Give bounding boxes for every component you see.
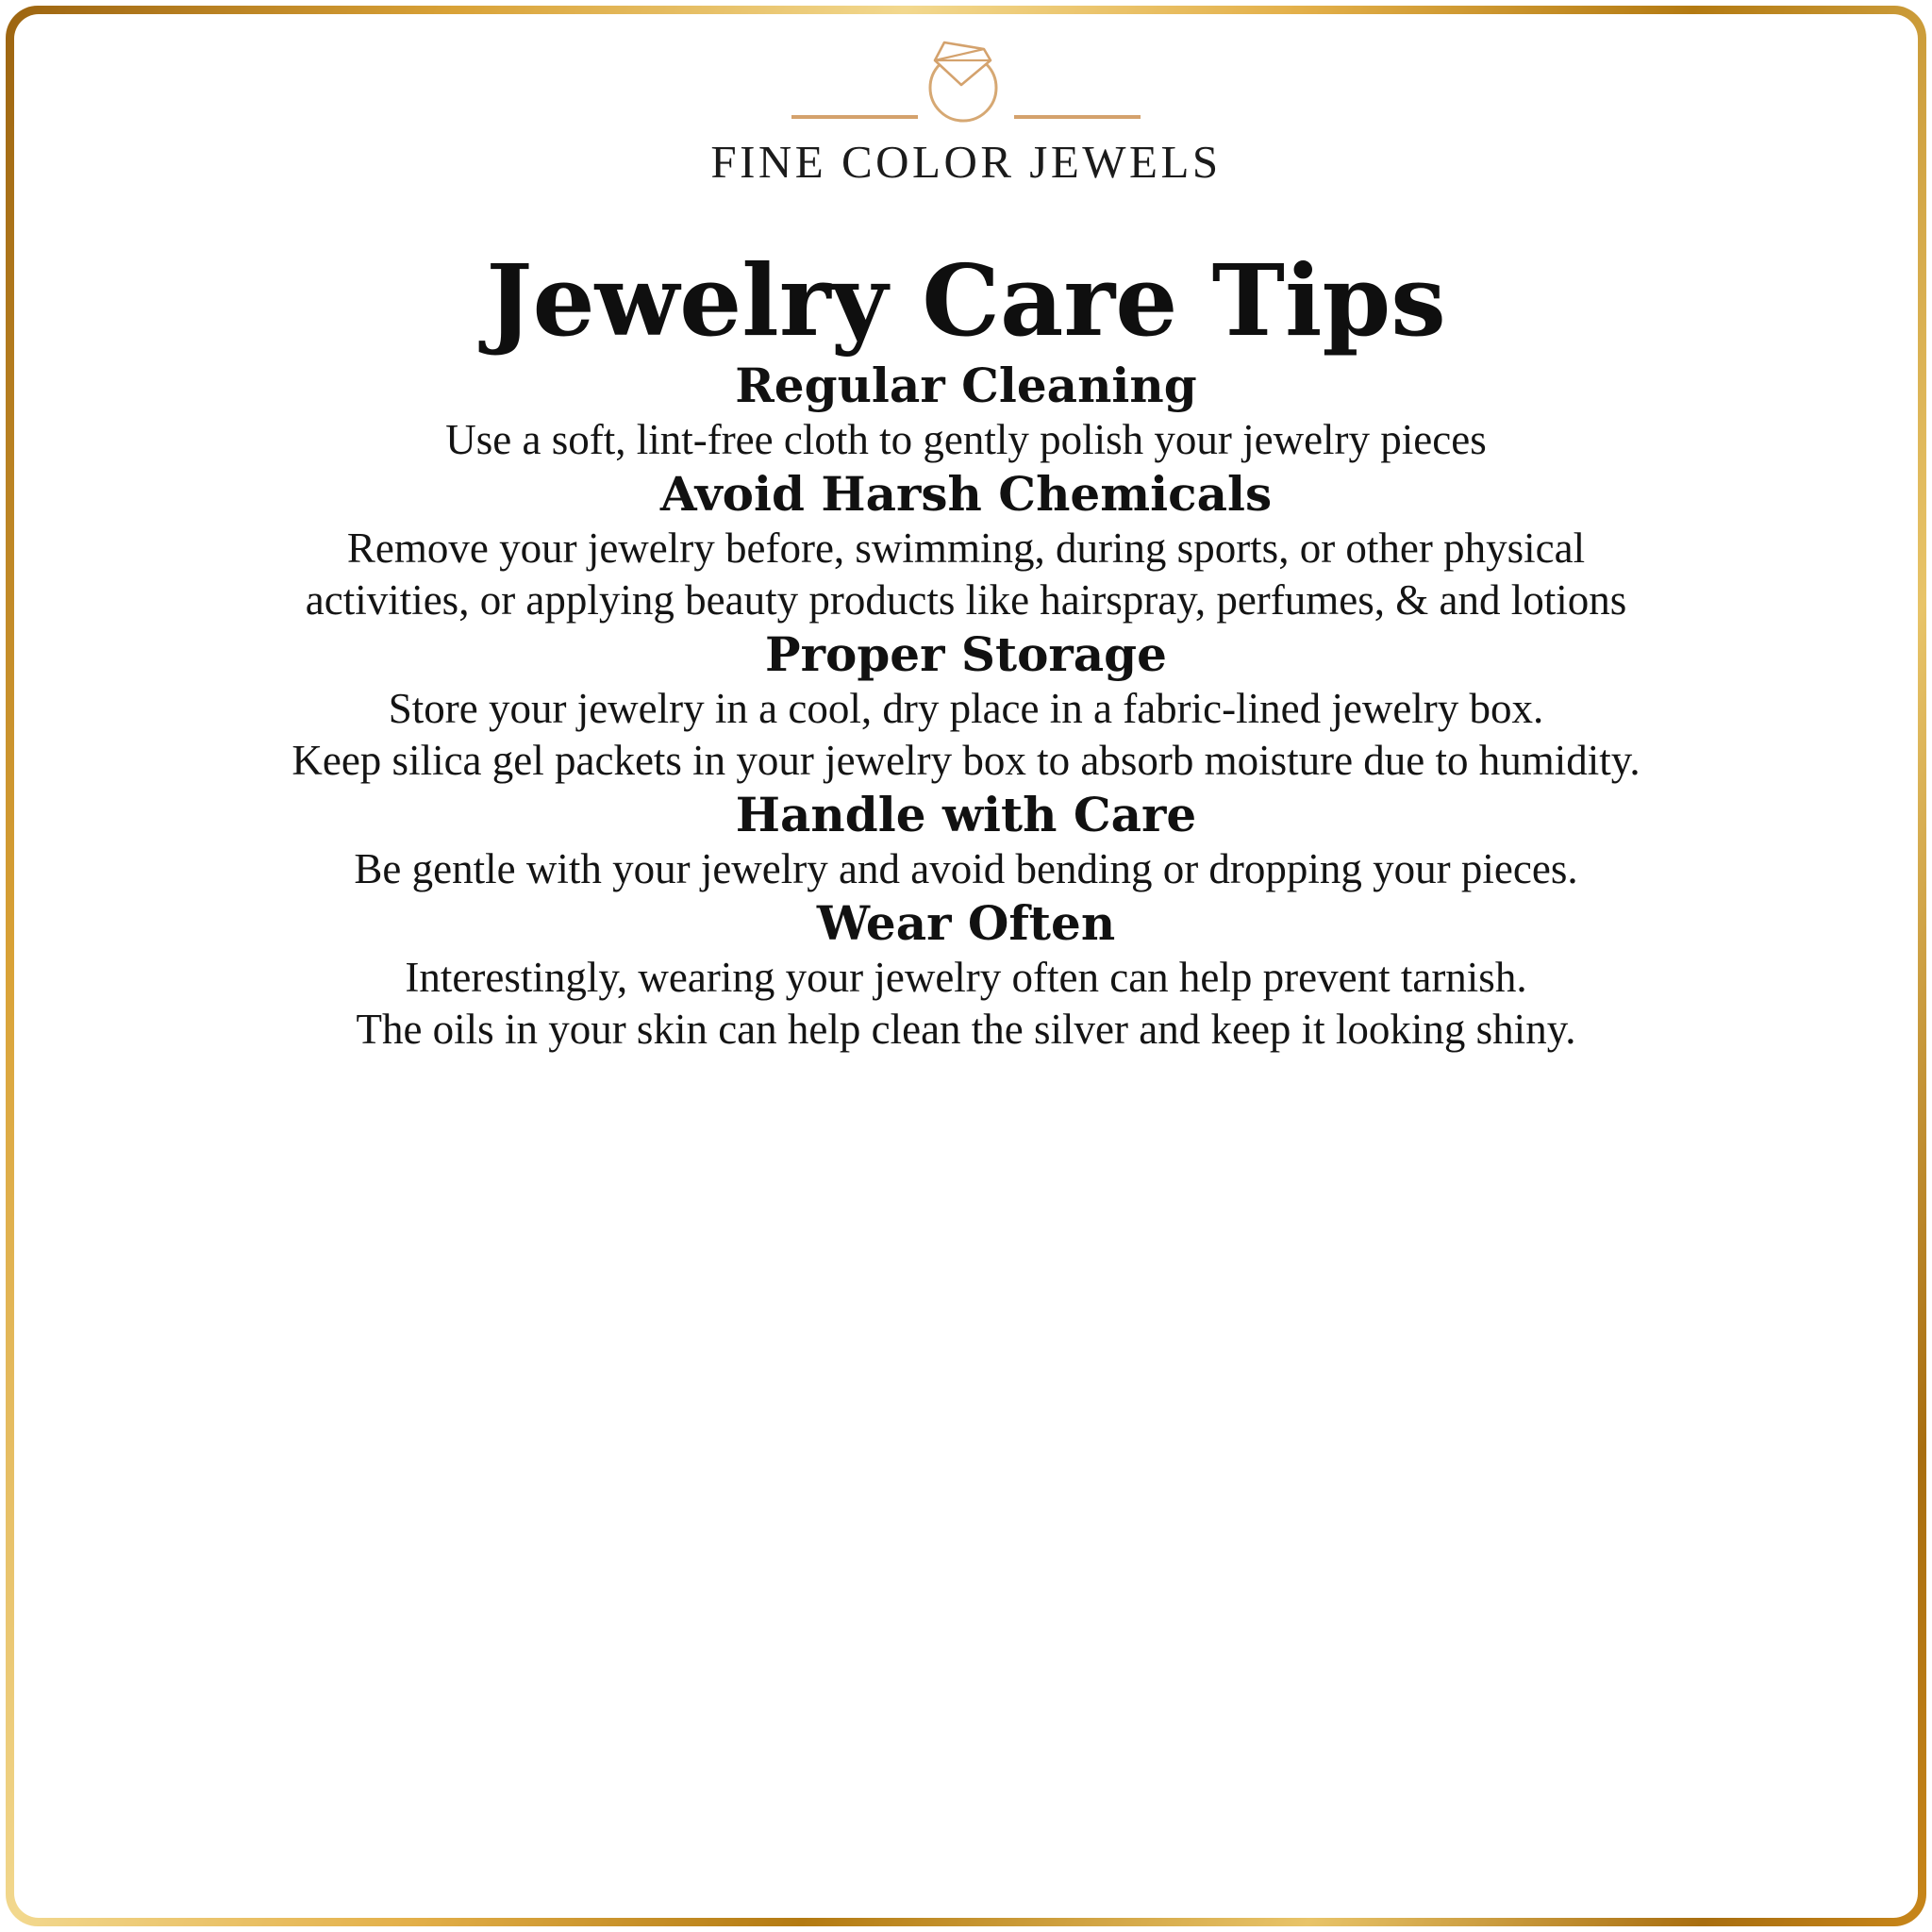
tip-line: Use a soft, lint-free cloth to gently polish your jewelry pieces <box>445 416 1487 463</box>
care-tips-card <box>14 14 1918 1918</box>
gold-border-frame <box>6 6 1926 1926</box>
tip-line: Interestingly, wearing your jewelry often can help prevent tarnish. <box>405 954 1527 1001</box>
tip-line: The oils in your skin can help clean the silver and keep it looking shiny. <box>356 1006 1576 1053</box>
tip-line: activities, or applying beauty products like hairspray, perfumes, & and lotions <box>305 576 1627 624</box>
section-heading: Wear Often <box>816 895 1116 951</box>
section-heading: Handle with Care <box>735 787 1197 842</box>
tip-line: Be gentle with your jewelry and avoid bending or dropping your pieces. <box>354 845 1578 892</box>
brand-name: FINE COLOR JEWELS <box>710 136 1222 188</box>
section-heading: Avoid Harsh Chemicals <box>659 466 1273 522</box>
page-title: Jewelry Care Tips <box>486 242 1446 358</box>
tip-line: Keep silica gel packets in your jewelry box to absorb moisture due to humidity. <box>291 737 1641 784</box>
section-heading: Regular Cleaning <box>735 358 1197 413</box>
section-heading: Proper Storage <box>765 626 1167 682</box>
diamond-ring-icon <box>790 39 1142 129</box>
tip-line: Store your jewelry in a cool, dry place in a fabric-lined jewelry box. <box>388 685 1544 732</box>
tip-line: Remove your jewelry before, swimming, during sports, or other physical <box>346 525 1586 572</box>
